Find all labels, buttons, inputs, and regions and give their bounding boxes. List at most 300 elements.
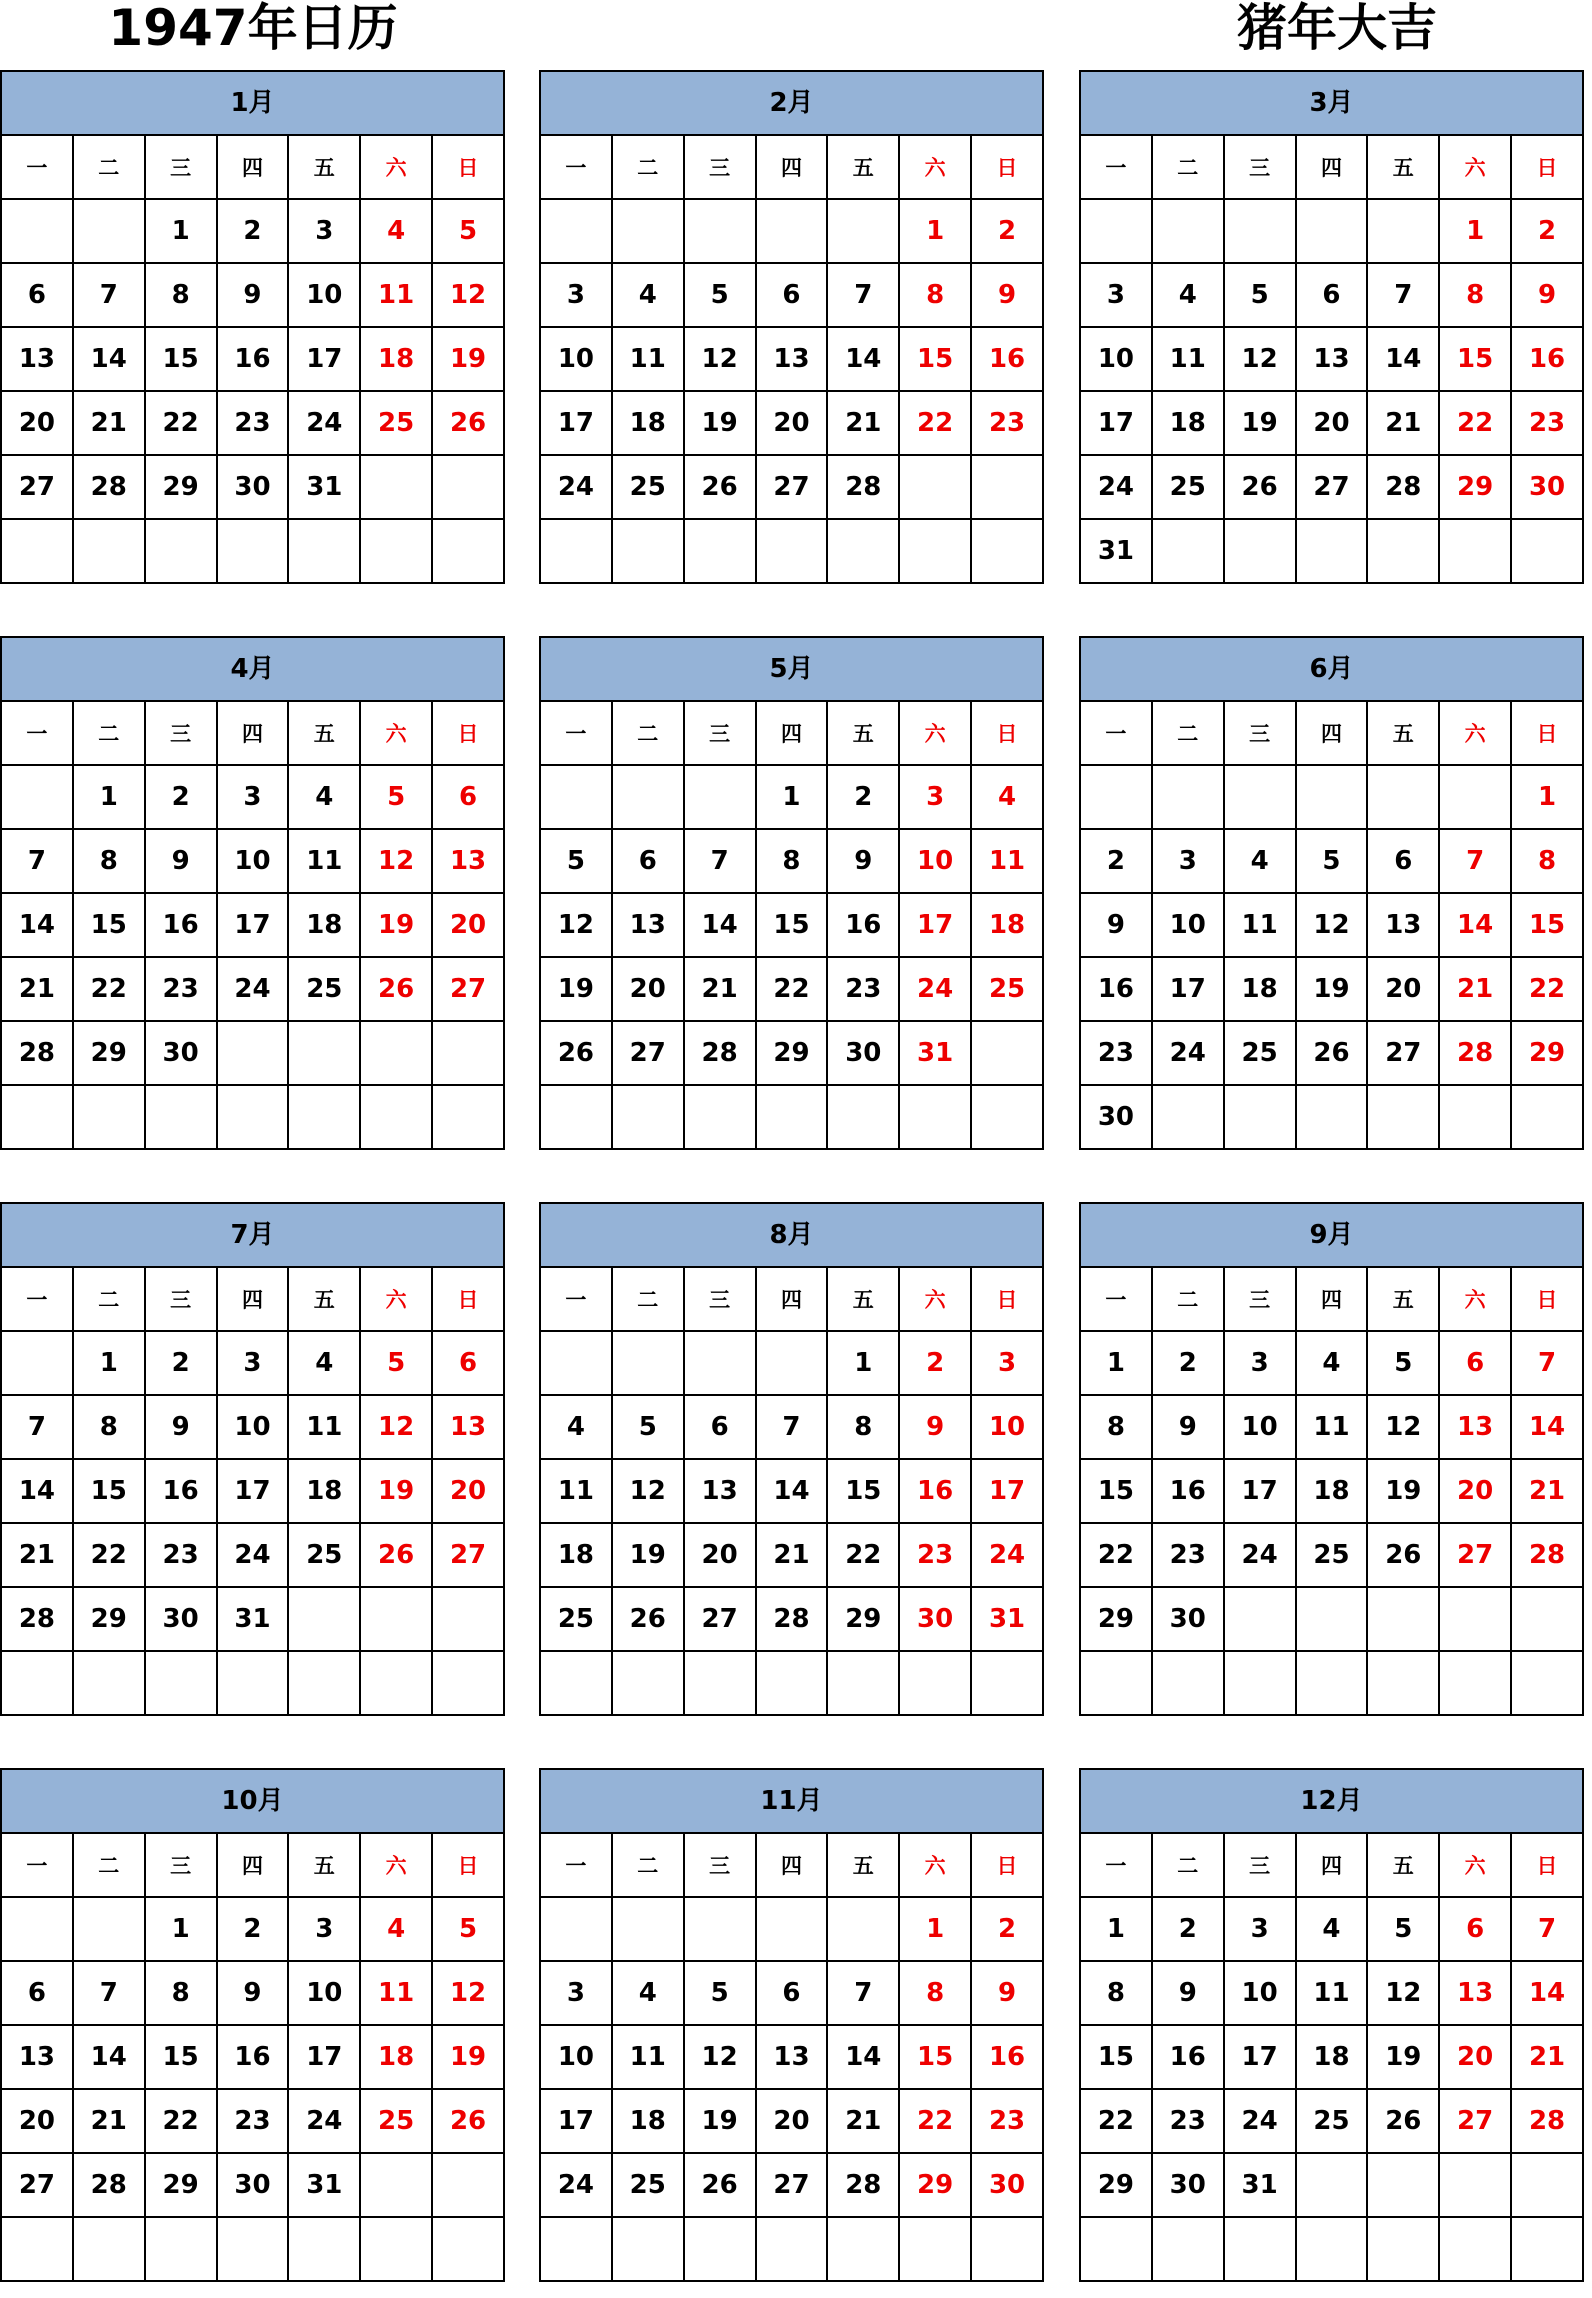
day-cell[interactable]: 27 — [756, 455, 828, 519]
day-cell[interactable]: 6 — [1367, 829, 1439, 893]
day-cell[interactable]: 19 — [684, 2089, 756, 2153]
day-cell[interactable]: 8 — [1080, 1961, 1152, 2025]
day-cell[interactable]: 28 — [1, 1021, 73, 1085]
day-cell[interactable]: 28 — [756, 1587, 828, 1651]
day-cell[interactable]: 6 — [612, 829, 684, 893]
day-cell[interactable]: 4 — [612, 1961, 684, 2025]
day-cell[interactable]: 28 — [827, 455, 899, 519]
day-cell[interactable]: 22 — [756, 957, 828, 1021]
day-cell[interactable]: 10 — [1080, 327, 1152, 391]
day-cell[interactable]: 30 — [217, 2153, 289, 2217]
day-cell[interactable]: 7 — [684, 829, 756, 893]
day-cell[interactable]: 13 — [1439, 1395, 1511, 1459]
day-cell[interactable]: 11 — [1152, 327, 1224, 391]
day-cell[interactable]: 30 — [899, 1587, 971, 1651]
day-cell[interactable]: 3 — [1080, 263, 1152, 327]
day-cell[interactable]: 21 — [1367, 391, 1439, 455]
day-cell[interactable]: 19 — [360, 893, 432, 957]
day-cell[interactable]: 23 — [827, 957, 899, 1021]
day-cell[interactable]: 15 — [1511, 893, 1583, 957]
day-cell[interactable]: 3 — [540, 263, 612, 327]
day-cell[interactable]: 12 — [432, 263, 504, 327]
day-cell[interactable]: 20 — [1367, 957, 1439, 1021]
day-cell[interactable]: 29 — [899, 2153, 971, 2217]
day-cell[interactable]: 6 — [1, 1961, 73, 2025]
day-cell[interactable]: 26 — [360, 957, 432, 1021]
day-cell[interactable]: 23 — [1511, 391, 1583, 455]
day-cell[interactable]: 11 — [1296, 1395, 1368, 1459]
day-cell[interactable]: 9 — [1080, 893, 1152, 957]
day-cell[interactable]: 25 — [288, 1523, 360, 1587]
day-cell[interactable]: 1 — [1439, 199, 1511, 263]
day-cell[interactable]: 4 — [971, 765, 1043, 829]
day-cell[interactable]: 10 — [540, 2025, 612, 2089]
day-cell[interactable]: 17 — [1080, 391, 1152, 455]
day-cell[interactable]: 17 — [217, 893, 289, 957]
day-cell[interactable]: 6 — [432, 1331, 504, 1395]
day-cell[interactable]: 23 — [971, 2089, 1043, 2153]
day-cell[interactable]: 26 — [360, 1523, 432, 1587]
day-cell[interactable]: 18 — [360, 2025, 432, 2089]
day-cell[interactable]: 29 — [145, 2153, 217, 2217]
day-cell[interactable]: 4 — [612, 263, 684, 327]
day-cell[interactable]: 11 — [360, 1961, 432, 2025]
day-cell[interactable]: 22 — [73, 957, 145, 1021]
day-cell[interactable]: 30 — [145, 1587, 217, 1651]
day-cell[interactable]: 11 — [360, 263, 432, 327]
day-cell[interactable]: 7 — [1511, 1331, 1583, 1395]
day-cell[interactable]: 20 — [1439, 2025, 1511, 2089]
day-cell[interactable]: 25 — [612, 455, 684, 519]
day-cell[interactable]: 5 — [540, 829, 612, 893]
day-cell[interactable]: 22 — [1080, 2089, 1152, 2153]
day-cell[interactable]: 2 — [971, 199, 1043, 263]
day-cell[interactable]: 1 — [73, 1331, 145, 1395]
day-cell[interactable]: 5 — [360, 765, 432, 829]
day-cell[interactable]: 3 — [217, 765, 289, 829]
day-cell[interactable]: 27 — [612, 1021, 684, 1085]
day-cell[interactable]: 25 — [1296, 2089, 1368, 2153]
day-cell[interactable]: 28 — [1367, 455, 1439, 519]
day-cell[interactable]: 20 — [1296, 391, 1368, 455]
day-cell[interactable]: 11 — [288, 1395, 360, 1459]
day-cell[interactable]: 8 — [145, 1961, 217, 2025]
day-cell[interactable]: 21 — [827, 2089, 899, 2153]
day-cell[interactable]: 17 — [288, 2025, 360, 2089]
day-cell[interactable]: 26 — [684, 455, 756, 519]
day-cell[interactable]: 14 — [827, 327, 899, 391]
day-cell[interactable]: 6 — [1, 263, 73, 327]
day-cell[interactable]: 1 — [1080, 1897, 1152, 1961]
day-cell[interactable]: 16 — [1152, 2025, 1224, 2089]
day-cell[interactable]: 15 — [756, 893, 828, 957]
day-cell[interactable]: 6 — [756, 1961, 828, 2025]
day-cell[interactable]: 2 — [145, 1331, 217, 1395]
day-cell[interactable]: 9 — [217, 1961, 289, 2025]
day-cell[interactable]: 14 — [1511, 1395, 1583, 1459]
day-cell[interactable]: 9 — [827, 829, 899, 893]
day-cell[interactable]: 9 — [145, 829, 217, 893]
day-cell[interactable]: 28 — [73, 455, 145, 519]
day-cell[interactable]: 7 — [1, 1395, 73, 1459]
day-cell[interactable]: 19 — [540, 957, 612, 1021]
day-cell[interactable]: 23 — [971, 391, 1043, 455]
day-cell[interactable]: 2 — [1511, 199, 1583, 263]
day-cell[interactable]: 15 — [73, 893, 145, 957]
day-cell[interactable]: 8 — [756, 829, 828, 893]
day-cell[interactable]: 4 — [540, 1395, 612, 1459]
day-cell[interactable]: 2 — [827, 765, 899, 829]
day-cell[interactable]: 31 — [217, 1587, 289, 1651]
day-cell[interactable]: 29 — [1439, 455, 1511, 519]
day-cell[interactable]: 30 — [145, 1021, 217, 1085]
day-cell[interactable]: 3 — [971, 1331, 1043, 1395]
day-cell[interactable]: 7 — [827, 1961, 899, 2025]
day-cell[interactable]: 3 — [1152, 829, 1224, 893]
day-cell[interactable]: 1 — [73, 765, 145, 829]
day-cell[interactable]: 2 — [971, 1897, 1043, 1961]
day-cell[interactable]: 24 — [217, 957, 289, 1021]
day-cell[interactable]: 1 — [145, 199, 217, 263]
day-cell[interactable]: 1 — [1511, 765, 1583, 829]
day-cell[interactable]: 9 — [971, 1961, 1043, 2025]
day-cell[interactable]: 26 — [1367, 1523, 1439, 1587]
day-cell[interactable]: 3 — [288, 1897, 360, 1961]
day-cell[interactable]: 5 — [432, 199, 504, 263]
day-cell[interactable]: 8 — [1080, 1395, 1152, 1459]
day-cell[interactable]: 7 — [827, 263, 899, 327]
day-cell[interactable]: 31 — [1080, 519, 1152, 583]
day-cell[interactable]: 11 — [612, 2025, 684, 2089]
day-cell[interactable]: 19 — [360, 1459, 432, 1523]
day-cell[interactable]: 18 — [1224, 957, 1296, 1021]
day-cell[interactable]: 25 — [360, 2089, 432, 2153]
day-cell[interactable]: 17 — [1224, 1459, 1296, 1523]
day-cell[interactable]: 15 — [827, 1459, 899, 1523]
day-cell[interactable]: 27 — [1296, 455, 1368, 519]
day-cell[interactable]: 18 — [1152, 391, 1224, 455]
day-cell[interactable]: 20 — [432, 893, 504, 957]
day-cell[interactable]: 20 — [1, 391, 73, 455]
day-cell[interactable]: 31 — [288, 2153, 360, 2217]
day-cell[interactable]: 10 — [1152, 893, 1224, 957]
day-cell[interactable]: 16 — [1080, 957, 1152, 1021]
day-cell[interactable]: 25 — [540, 1587, 612, 1651]
day-cell[interactable]: 19 — [684, 391, 756, 455]
day-cell[interactable]: 28 — [827, 2153, 899, 2217]
day-cell[interactable]: 16 — [971, 2025, 1043, 2089]
day-cell[interactable]: 9 — [145, 1395, 217, 1459]
day-cell[interactable]: 22 — [73, 1523, 145, 1587]
day-cell[interactable]: 13 — [1367, 893, 1439, 957]
day-cell[interactable]: 5 — [684, 263, 756, 327]
day-cell[interactable]: 17 — [1152, 957, 1224, 1021]
day-cell[interactable]: 5 — [432, 1897, 504, 1961]
day-cell[interactable]: 3 — [1224, 1331, 1296, 1395]
day-cell[interactable]: 8 — [899, 263, 971, 327]
day-cell[interactable]: 23 — [217, 2089, 289, 2153]
day-cell[interactable]: 13 — [756, 2025, 828, 2089]
day-cell[interactable]: 24 — [1080, 455, 1152, 519]
day-cell[interactable]: 28 — [1511, 1523, 1583, 1587]
day-cell[interactable]: 21 — [73, 391, 145, 455]
day-cell[interactable]: 21 — [1, 957, 73, 1021]
day-cell[interactable]: 19 — [1296, 957, 1368, 1021]
day-cell[interactable]: 29 — [827, 1587, 899, 1651]
day-cell[interactable]: 24 — [1224, 1523, 1296, 1587]
day-cell[interactable]: 17 — [217, 1459, 289, 1523]
day-cell[interactable]: 13 — [432, 829, 504, 893]
day-cell[interactable]: 30 — [971, 2153, 1043, 2217]
day-cell[interactable]: 23 — [1152, 1523, 1224, 1587]
day-cell[interactable]: 4 — [1296, 1331, 1368, 1395]
day-cell[interactable]: 16 — [1152, 1459, 1224, 1523]
day-cell[interactable]: 13 — [1, 2025, 73, 2089]
day-cell[interactable]: 22 — [899, 2089, 971, 2153]
day-cell[interactable]: 20 — [1, 2089, 73, 2153]
day-cell[interactable]: 17 — [971, 1459, 1043, 1523]
day-cell[interactable]: 22 — [827, 1523, 899, 1587]
day-cell[interactable]: 18 — [360, 327, 432, 391]
day-cell[interactable]: 7 — [1367, 263, 1439, 327]
day-cell[interactable]: 24 — [971, 1523, 1043, 1587]
day-cell[interactable]: 6 — [432, 765, 504, 829]
day-cell[interactable]: 7 — [756, 1395, 828, 1459]
day-cell[interactable]: 26 — [684, 2153, 756, 2217]
day-cell[interactable]: 14 — [827, 2025, 899, 2089]
day-cell[interactable]: 7 — [1439, 829, 1511, 893]
day-cell[interactable]: 27 — [684, 1587, 756, 1651]
day-cell[interactable]: 15 — [899, 2025, 971, 2089]
day-cell[interactable]: 2 — [217, 199, 289, 263]
day-cell[interactable]: 10 — [217, 1395, 289, 1459]
day-cell[interactable]: 2 — [1152, 1331, 1224, 1395]
day-cell[interactable]: 24 — [217, 1523, 289, 1587]
day-cell[interactable]: 27 — [1439, 1523, 1511, 1587]
day-cell[interactable]: 23 — [217, 391, 289, 455]
day-cell[interactable]: 31 — [288, 455, 360, 519]
day-cell[interactable]: 27 — [432, 1523, 504, 1587]
day-cell[interactable]: 22 — [1511, 957, 1583, 1021]
day-cell[interactable]: 3 — [540, 1961, 612, 2025]
day-cell[interactable]: 21 — [756, 1523, 828, 1587]
day-cell[interactable]: 27 — [1, 2153, 73, 2217]
day-cell[interactable]: 20 — [1439, 1459, 1511, 1523]
day-cell[interactable]: 5 — [1224, 263, 1296, 327]
day-cell[interactable]: 15 — [1439, 327, 1511, 391]
day-cell[interactable]: 18 — [612, 2089, 684, 2153]
day-cell[interactable]: 17 — [540, 2089, 612, 2153]
day-cell[interactable]: 9 — [899, 1395, 971, 1459]
day-cell[interactable]: 30 — [827, 1021, 899, 1085]
day-cell[interactable]: 10 — [288, 1961, 360, 2025]
day-cell[interactable]: 11 — [971, 829, 1043, 893]
day-cell[interactable]: 10 — [971, 1395, 1043, 1459]
day-cell[interactable]: 16 — [217, 327, 289, 391]
day-cell[interactable]: 20 — [756, 391, 828, 455]
day-cell[interactable]: 16 — [899, 1459, 971, 1523]
day-cell[interactable]: 11 — [1296, 1961, 1368, 2025]
day-cell[interactable]: 19 — [432, 327, 504, 391]
day-cell[interactable]: 23 — [899, 1523, 971, 1587]
day-cell[interactable]: 2 — [899, 1331, 971, 1395]
day-cell[interactable]: 28 — [684, 1021, 756, 1085]
day-cell[interactable]: 9 — [217, 263, 289, 327]
day-cell[interactable]: 19 — [1224, 391, 1296, 455]
day-cell[interactable]: 25 — [1296, 1523, 1368, 1587]
day-cell[interactable]: 24 — [540, 2153, 612, 2217]
day-cell[interactable]: 17 — [899, 893, 971, 957]
day-cell[interactable]: 6 — [684, 1395, 756, 1459]
day-cell[interactable]: 4 — [288, 765, 360, 829]
day-cell[interactable]: 17 — [540, 391, 612, 455]
day-cell[interactable]: 14 — [1367, 327, 1439, 391]
day-cell[interactable]: 10 — [540, 327, 612, 391]
day-cell[interactable]: 5 — [612, 1395, 684, 1459]
day-cell[interactable]: 10 — [217, 829, 289, 893]
day-cell[interactable]: 11 — [1224, 893, 1296, 957]
day-cell[interactable]: 1 — [827, 1331, 899, 1395]
day-cell[interactable]: 4 — [1152, 263, 1224, 327]
day-cell[interactable]: 2 — [145, 765, 217, 829]
day-cell[interactable]: 26 — [612, 1587, 684, 1651]
day-cell[interactable]: 1 — [899, 199, 971, 263]
day-cell[interactable]: 19 — [432, 2025, 504, 2089]
day-cell[interactable]: 4 — [1296, 1897, 1368, 1961]
day-cell[interactable]: 12 — [432, 1961, 504, 2025]
day-cell[interactable]: 10 — [1224, 1395, 1296, 1459]
day-cell[interactable]: 29 — [1511, 1021, 1583, 1085]
day-cell[interactable]: 26 — [432, 2089, 504, 2153]
day-cell[interactable]: 21 — [684, 957, 756, 1021]
day-cell[interactable]: 27 — [1, 455, 73, 519]
day-cell[interactable]: 27 — [756, 2153, 828, 2217]
day-cell[interactable]: 4 — [360, 199, 432, 263]
day-cell[interactable]: 6 — [1296, 263, 1368, 327]
day-cell[interactable]: 1 — [1080, 1331, 1152, 1395]
day-cell[interactable]: 20 — [432, 1459, 504, 1523]
day-cell[interactable]: 28 — [1511, 2089, 1583, 2153]
day-cell[interactable]: 29 — [73, 1587, 145, 1651]
day-cell[interactable]: 1 — [899, 1897, 971, 1961]
day-cell[interactable]: 7 — [1511, 1897, 1583, 1961]
day-cell[interactable]: 8 — [73, 1395, 145, 1459]
day-cell[interactable]: 9 — [1152, 1395, 1224, 1459]
day-cell[interactable]: 21 — [1511, 1459, 1583, 1523]
day-cell[interactable]: 23 — [145, 957, 217, 1021]
day-cell[interactable]: 18 — [1296, 2025, 1368, 2089]
day-cell[interactable]: 21 — [1439, 957, 1511, 1021]
day-cell[interactable]: 26 — [1367, 2089, 1439, 2153]
day-cell[interactable]: 5 — [1367, 1897, 1439, 1961]
day-cell[interactable]: 18 — [971, 893, 1043, 957]
day-cell[interactable]: 14 — [1439, 893, 1511, 957]
day-cell[interactable]: 7 — [1, 829, 73, 893]
day-cell[interactable]: 18 — [612, 391, 684, 455]
day-cell[interactable]: 24 — [540, 455, 612, 519]
day-cell[interactable]: 12 — [1296, 893, 1368, 957]
day-cell[interactable]: 30 — [1152, 2153, 1224, 2217]
day-cell[interactable]: 16 — [217, 2025, 289, 2089]
day-cell[interactable]: 24 — [899, 957, 971, 1021]
day-cell[interactable]: 6 — [1439, 1331, 1511, 1395]
day-cell[interactable]: 12 — [1367, 1961, 1439, 2025]
day-cell[interactable]: 8 — [827, 1395, 899, 1459]
day-cell[interactable]: 6 — [1439, 1897, 1511, 1961]
day-cell[interactable]: 18 — [540, 1523, 612, 1587]
day-cell[interactable]: 9 — [1511, 263, 1583, 327]
day-cell[interactable]: 11 — [288, 829, 360, 893]
day-cell[interactable]: 23 — [145, 1523, 217, 1587]
day-cell[interactable]: 22 — [145, 391, 217, 455]
day-cell[interactable]: 28 — [73, 2153, 145, 2217]
day-cell[interactable]: 14 — [73, 2025, 145, 2089]
day-cell[interactable]: 13 — [432, 1395, 504, 1459]
day-cell[interactable]: 16 — [971, 327, 1043, 391]
day-cell[interactable]: 26 — [1296, 1021, 1368, 1085]
day-cell[interactable]: 17 — [1224, 2025, 1296, 2089]
day-cell[interactable]: 30 — [1080, 1085, 1152, 1149]
day-cell[interactable]: 3 — [1224, 1897, 1296, 1961]
day-cell[interactable]: 9 — [1152, 1961, 1224, 2025]
day-cell[interactable]: 24 — [1224, 2089, 1296, 2153]
day-cell[interactable]: 14 — [1, 1459, 73, 1523]
day-cell[interactable]: 11 — [540, 1459, 612, 1523]
day-cell[interactable]: 10 — [899, 829, 971, 893]
day-cell[interactable]: 19 — [1367, 1459, 1439, 1523]
day-cell[interactable]: 12 — [360, 829, 432, 893]
day-cell[interactable]: 31 — [899, 1021, 971, 1085]
day-cell[interactable]: 12 — [540, 893, 612, 957]
day-cell[interactable]: 24 — [288, 2089, 360, 2153]
day-cell[interactable]: 22 — [145, 2089, 217, 2153]
day-cell[interactable]: 9 — [971, 263, 1043, 327]
day-cell[interactable]: 25 — [360, 391, 432, 455]
day-cell[interactable]: 24 — [1152, 1021, 1224, 1085]
day-cell[interactable]: 15 — [145, 2025, 217, 2089]
day-cell[interactable]: 30 — [1511, 455, 1583, 519]
day-cell[interactable]: 4 — [360, 1897, 432, 1961]
day-cell[interactable]: 21 — [73, 2089, 145, 2153]
day-cell[interactable]: 19 — [1367, 2025, 1439, 2089]
day-cell[interactable]: 15 — [1080, 2025, 1152, 2089]
day-cell[interactable]: 15 — [899, 327, 971, 391]
day-cell[interactable]: 7 — [73, 1961, 145, 2025]
day-cell[interactable]: 25 — [1224, 1021, 1296, 1085]
day-cell[interactable]: 17 — [288, 327, 360, 391]
day-cell[interactable]: 21 — [827, 391, 899, 455]
day-cell[interactable]: 14 — [73, 327, 145, 391]
day-cell[interactable]: 18 — [1296, 1459, 1368, 1523]
day-cell[interactable]: 13 — [1439, 1961, 1511, 2025]
day-cell[interactable]: 26 — [1224, 455, 1296, 519]
day-cell[interactable]: 25 — [288, 957, 360, 1021]
day-cell[interactable]: 27 — [1439, 2089, 1511, 2153]
day-cell[interactable]: 3 — [217, 1331, 289, 1395]
day-cell[interactable]: 13 — [756, 327, 828, 391]
day-cell[interactable]: 2 — [1080, 829, 1152, 893]
day-cell[interactable]: 25 — [971, 957, 1043, 1021]
day-cell[interactable]: 8 — [145, 263, 217, 327]
day-cell[interactable]: 2 — [1152, 1897, 1224, 1961]
day-cell[interactable]: 14 — [1511, 1961, 1583, 2025]
day-cell[interactable]: 27 — [1367, 1021, 1439, 1085]
day-cell[interactable]: 15 — [73, 1459, 145, 1523]
day-cell[interactable]: 7 — [73, 263, 145, 327]
day-cell[interactable]: 29 — [756, 1021, 828, 1085]
day-cell[interactable]: 13 — [612, 893, 684, 957]
day-cell[interactable]: 12 — [360, 1395, 432, 1459]
